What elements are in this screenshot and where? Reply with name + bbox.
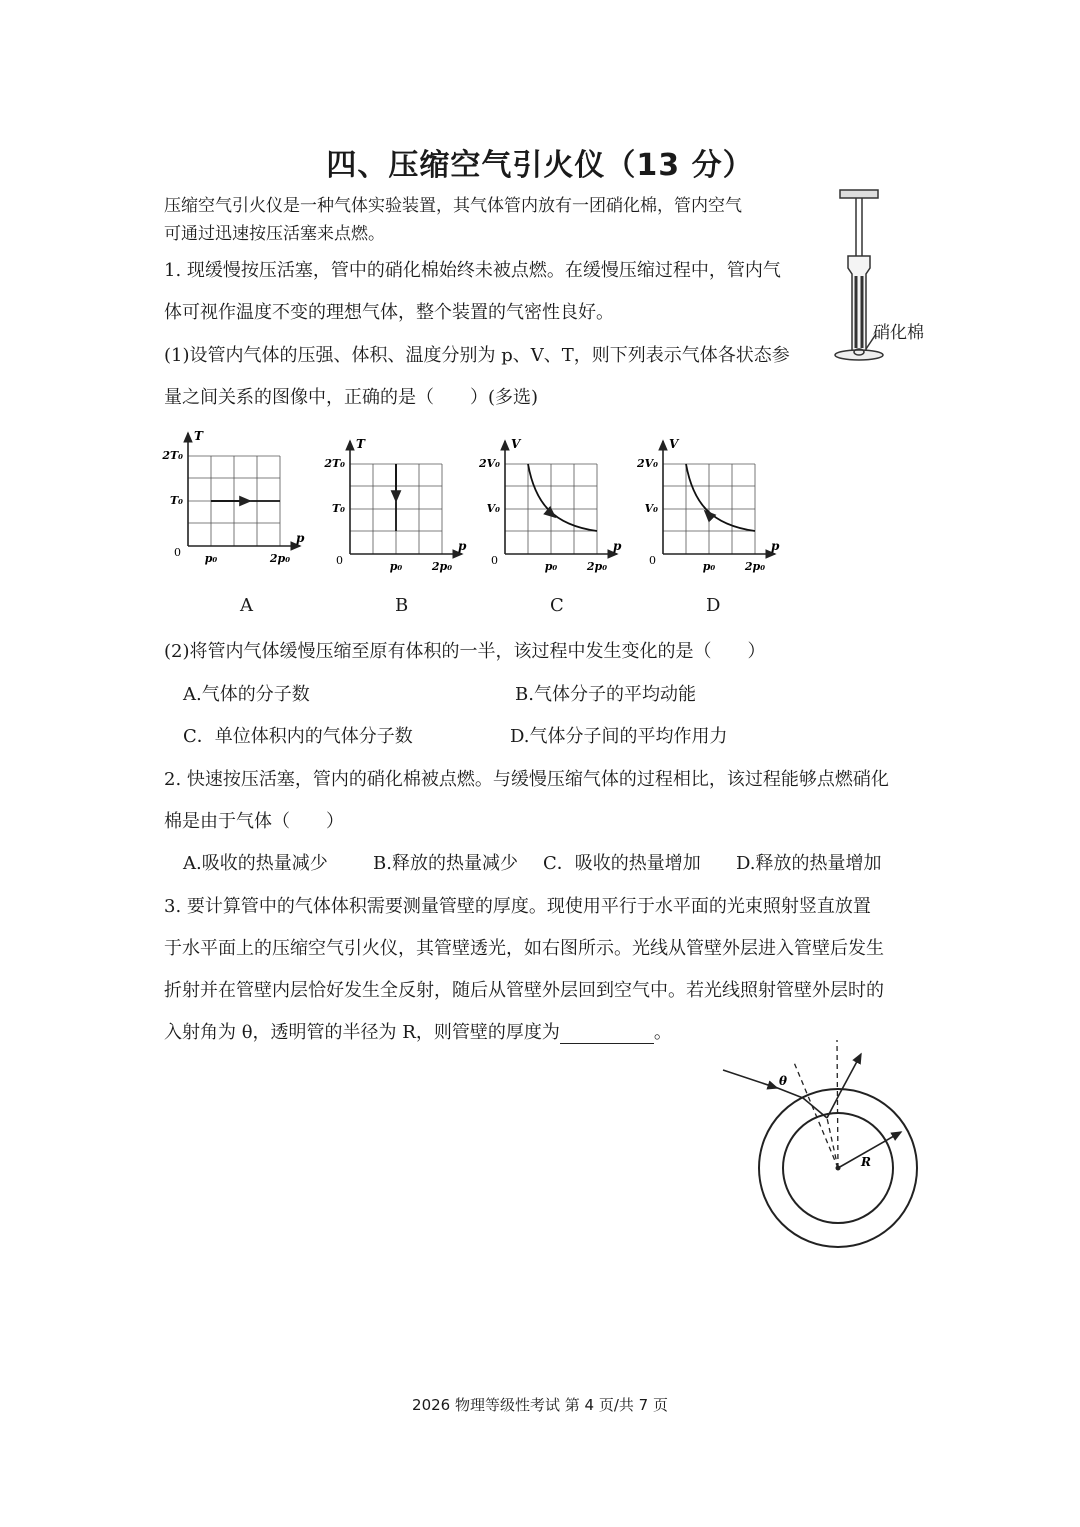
graph-a-t0: T₀ (169, 494, 183, 507)
fire-syringe-figure (826, 184, 936, 374)
q1-2-option-b: B.气体分子的平均动能 (515, 684, 696, 705)
q1-2-option-d: D.气体分子间的平均作用力 (510, 726, 728, 747)
svg-text:2p₀: 2p₀ (431, 560, 453, 573)
tube-cross-section-diagram (715, 1030, 955, 1260)
q1-2-stem: (2)将管内气体缓慢压缩至原有体积的一半，该过程中发生变化的是（ ） (164, 641, 766, 662)
q3-line-4: 入射角为 θ，透明管的半径为 R，则管壁的厚度为 。 (164, 1022, 672, 1043)
q2-line-2: 棉是由于气体（ ） (164, 811, 344, 832)
svg-text:2T₀: 2T₀ (324, 457, 345, 470)
svg-text:p: p (458, 539, 467, 553)
svg-text:T: T (356, 437, 365, 451)
svg-text:p₀: p₀ (544, 560, 558, 573)
graph-label-d: D (706, 595, 721, 616)
svg-text:T₀: T₀ (331, 502, 345, 515)
graph-d (636, 437, 780, 573)
q2-option-d: D.释放的热量增加 (736, 853, 882, 874)
q2-option-c: C．吸收的热量增加 (543, 853, 701, 874)
q2-line-1: 2. 快速按压活塞，管内的硝化棉被点燃。与缓慢压缩气体的过程相比，该过程能够点燃硝化 (164, 769, 889, 790)
svg-text:p: p (613, 539, 622, 553)
graph-label-b: B (395, 595, 409, 616)
svg-text:0: 0 (336, 554, 343, 567)
q1-2-option-a: A.气体的分子数 (183, 684, 310, 705)
svg-text:2p₀: 2p₀ (586, 560, 608, 573)
radius-label: R (861, 1155, 871, 1169)
graph-label-a: A (240, 595, 253, 616)
svg-text:V₀: V₀ (644, 502, 658, 515)
q1-line-1: 1. 现缓慢按压活塞，管中的硝化棉始终未被点燃。在缓慢压缩过程中，管内气 (164, 260, 781, 281)
q2-option-b: B.释放的热量减少 (373, 853, 518, 874)
graph-label-c: C (550, 595, 564, 616)
svg-text:p₀: p₀ (702, 560, 716, 573)
page-footer: 2026 物理等级性考试 第 4 页/共 7 页 (412, 1396, 668, 1414)
graph-c (478, 437, 622, 573)
q3-line-2: 于水平面上的压缩空气引火仪，其管壁透光，如右图所示。光线从管壁外层进入管壁后发生 (164, 938, 884, 959)
svg-text:2V₀: 2V₀ (636, 457, 658, 470)
graph-a-2p0: 2p₀ (269, 552, 291, 565)
svg-text:0: 0 (491, 554, 498, 567)
q3-line-4-text: 入射角为 θ，透明管的半径为 R，则管壁的厚度为 (164, 1022, 560, 1043)
svg-text:V: V (669, 437, 679, 451)
graph-a-y-label: T (194, 429, 203, 443)
q3-line-1: 3. 要计算管中的气体体积需要测量管壁的厚度。现使用平行于水平面的光束照射竖直放置 (164, 896, 871, 917)
svg-text:V: V (511, 437, 521, 451)
section-title: 四、压缩空气引火仪（13 分） (326, 148, 754, 183)
q1-2-option-c: C．单位体积内的气体分子数 (183, 726, 413, 747)
q3-line-3: 折射并在管壁内层恰好发生全反射，随后从管壁外层回到空气中。若光线照射管壁外层时的 (164, 980, 884, 1001)
intro-line-1: 压缩空气引火仪是一种气体实验装置，其气体管内放有一团硝化棉，管内空气 (164, 196, 742, 216)
graph-a (161, 429, 305, 565)
q1-1-line-2: 量之间关系的图像中，正确的是（ ）(多选) (164, 387, 539, 408)
theta-label: θ (779, 1074, 788, 1088)
svg-text:2p₀: 2p₀ (744, 560, 766, 573)
answer-blank[interactable] (560, 1025, 654, 1044)
graph-a-origin: 0 (174, 546, 181, 559)
graph-b (323, 437, 467, 573)
graphs-row (160, 425, 800, 585)
q2-option-a: A.吸收的热量减少 (183, 853, 328, 874)
svg-text:p₀: p₀ (389, 560, 403, 573)
intro-line-2: 可通过迅速按压活塞来点燃。 (164, 224, 385, 244)
q1-line-2: 体可视作温度不变的理想气体，整个装置的气密性良好。 (164, 302, 614, 323)
svg-text:p: p (771, 539, 780, 553)
svg-text:2V₀: 2V₀ (478, 457, 500, 470)
graph-a-x-label: p (296, 531, 305, 545)
graph-a-p0: p₀ (204, 552, 218, 565)
nitrocellulose-label: 硝化棉 (873, 323, 924, 343)
svg-text:0: 0 (649, 554, 656, 567)
q1-1-line-1: (1)设管内气体的压强、体积、温度分别为 p、V、T，则下列表示气体各状态参 (164, 345, 790, 366)
graph-a-2t0: 2T₀ (162, 449, 183, 462)
svg-text:V₀: V₀ (486, 502, 500, 515)
